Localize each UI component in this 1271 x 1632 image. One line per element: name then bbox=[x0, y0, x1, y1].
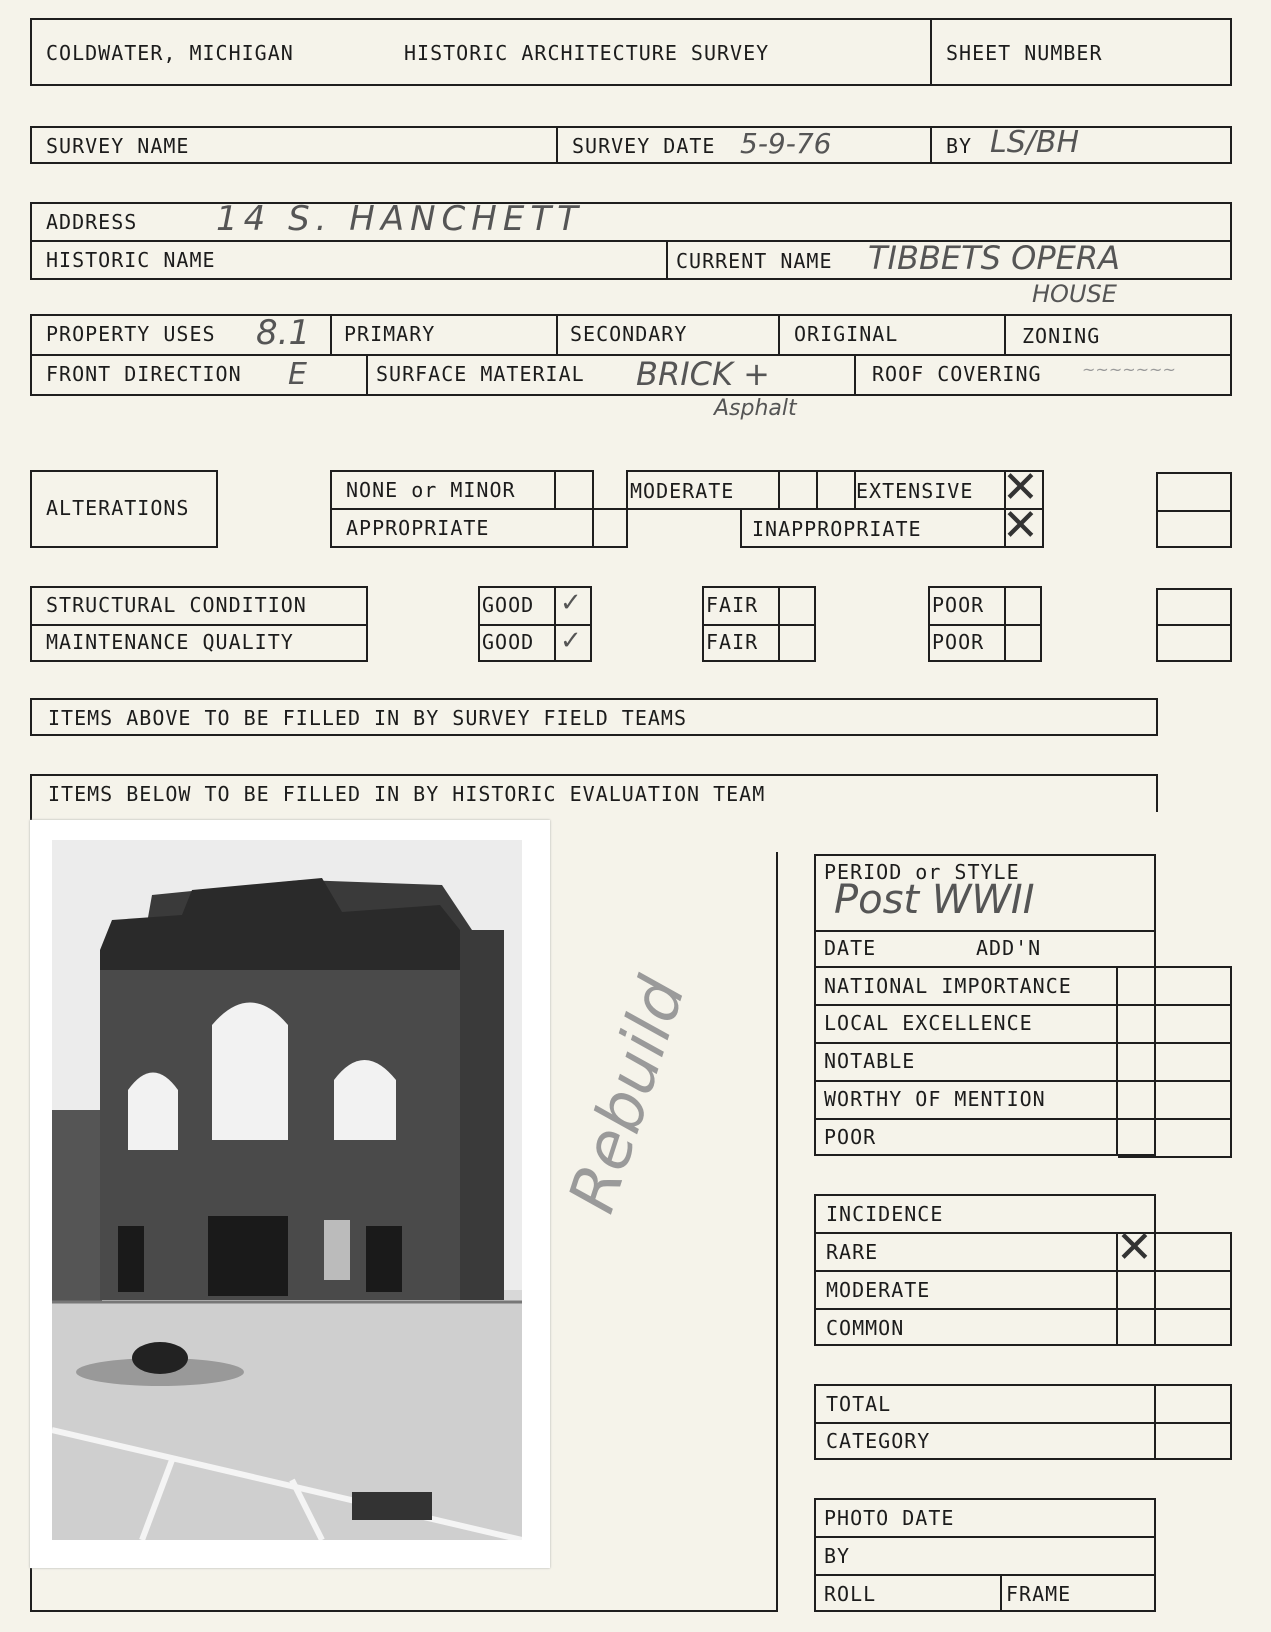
inappropriate-x-mark: ✕ bbox=[1002, 500, 1039, 551]
building-photo bbox=[30, 820, 550, 1568]
property-uses-label: PROPERTY USES bbox=[46, 322, 216, 346]
photo-roll-label: ROLL bbox=[824, 1582, 877, 1606]
alt-moderate: MODERATE bbox=[630, 479, 735, 503]
current-name-value: TIBBETS OPERA bbox=[868, 239, 1120, 277]
total-label: TOTAL bbox=[826, 1392, 892, 1416]
eval-row-local: LOCAL EXCELLENCE bbox=[824, 1011, 1033, 1035]
period-style-label: PERIOD or STYLE bbox=[824, 860, 1020, 884]
maintenance-poor: POOR bbox=[932, 630, 985, 654]
structural-condition-label: STRUCTURAL CONDITION bbox=[46, 593, 307, 617]
alterations-label: ALTERATIONS bbox=[46, 496, 190, 520]
eval-row-notable: NOTABLE bbox=[824, 1049, 916, 1073]
category-label: CATEGORY bbox=[826, 1429, 931, 1453]
note-below: ITEMS BELOW TO BE FILLED IN BY HISTORIC EVALUATION TEAM bbox=[48, 782, 766, 806]
note-above: ITEMS ABOVE TO BE FILLED IN BY SURVEY FIELD TEAMS bbox=[48, 706, 688, 730]
photo-frame-label: FRAME bbox=[1006, 1582, 1072, 1606]
alt-inappropriate: INAPPROPRIATE bbox=[752, 517, 922, 541]
opera-house-photo bbox=[52, 840, 522, 1540]
margin-note: Rebuild bbox=[555, 969, 701, 1222]
alt-none-minor: NONE or MINOR bbox=[346, 478, 516, 502]
eval-date-label: DATE bbox=[824, 936, 877, 960]
rare-x-mark: ✕ bbox=[1116, 1222, 1153, 1273]
eval-row-poor: POOR bbox=[824, 1125, 877, 1149]
surface-material-label: SURFACE MATERIAL bbox=[376, 362, 585, 386]
period-style-value: Post WWII bbox=[834, 877, 1035, 923]
photo-by-label: BY bbox=[824, 1544, 851, 1568]
secondary-label: SECONDARY bbox=[570, 322, 688, 346]
incidence-common: COMMON bbox=[826, 1316, 905, 1340]
incidence-label: INCIDENCE bbox=[826, 1202, 944, 1226]
current-name-label: CURRENT NAME bbox=[676, 249, 833, 273]
survey-date-value: 5-9-76 bbox=[740, 127, 832, 160]
header-city: COLDWATER, MICHIGAN bbox=[46, 41, 294, 65]
eval-row-national: NATIONAL IMPORTANCE bbox=[824, 974, 1072, 998]
address-value: 14 S. HANCHETT bbox=[216, 199, 584, 239]
photo-date-label: PHOTO DATE bbox=[824, 1506, 955, 1530]
structural-good: GOOD bbox=[482, 593, 535, 617]
historic-name-label: HISTORIC NAME bbox=[46, 248, 216, 272]
extensive-x-mark: ✕ bbox=[1002, 462, 1039, 513]
property-uses-value: 8.1 bbox=[256, 313, 311, 353]
surface-material-value: BRICK + bbox=[636, 355, 770, 393]
header-title: HISTORIC ARCHITECTURE SURVEY bbox=[404, 41, 770, 65]
address-label: ADDRESS bbox=[46, 210, 138, 234]
primary-label: PRIMARY bbox=[344, 322, 436, 346]
maintenance-quality-label: MAINTENANCE QUALITY bbox=[46, 630, 294, 654]
structural-fair: FAIR bbox=[706, 593, 759, 617]
survey-by-label: BY bbox=[946, 134, 973, 158]
incidence-rare: RARE bbox=[826, 1240, 879, 1264]
original-label: ORIGINAL bbox=[794, 322, 899, 346]
maintenance-good-check: ✓ bbox=[560, 626, 582, 656]
alt-appropriate: APPROPRIATE bbox=[346, 516, 490, 540]
maintenance-good: GOOD bbox=[482, 630, 535, 654]
structural-poor: POOR bbox=[932, 593, 985, 617]
eval-row-worthy: WORTHY OF MENTION bbox=[824, 1087, 1046, 1111]
front-direction-label: FRONT DIRECTION bbox=[46, 362, 242, 386]
survey-date-label: SURVEY DATE bbox=[572, 134, 716, 158]
zoning-label: ZONING bbox=[1022, 324, 1101, 348]
front-direction-value: E bbox=[288, 357, 307, 392]
roof-covering-scribble: ~~~~~~~ bbox=[1082, 360, 1176, 379]
structural-good-check: ✓ bbox=[560, 588, 582, 618]
current-name-value-line2: HOUSE bbox=[1032, 280, 1117, 308]
survey-name-label: SURVEY NAME bbox=[46, 134, 190, 158]
maintenance-fair: FAIR bbox=[706, 630, 759, 654]
sheet-number-label: SHEET NUMBER bbox=[946, 41, 1103, 65]
alt-extensive: EXTENSIVE bbox=[856, 479, 974, 503]
roof-covering-label: ROOF COVERING bbox=[872, 362, 1042, 386]
survey-by-value: LS/BH bbox=[990, 125, 1080, 160]
eval-addn-label: ADD'N bbox=[976, 936, 1042, 960]
incidence-moderate: MODERATE bbox=[826, 1278, 931, 1302]
surface-material-value-line2: Asphalt bbox=[714, 396, 797, 421]
